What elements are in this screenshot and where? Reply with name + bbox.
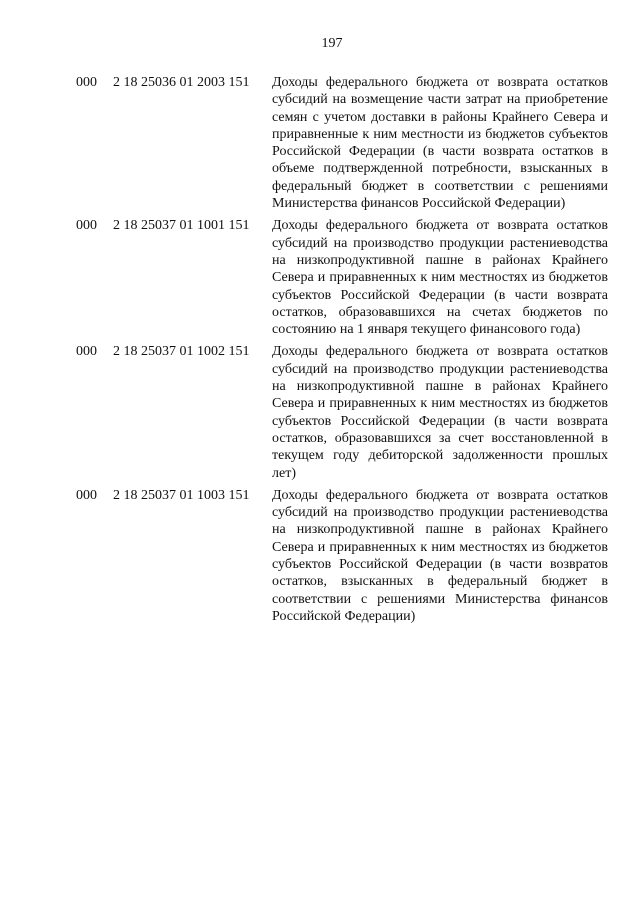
table-row	[76, 343, 610, 481]
table-row	[76, 74, 610, 212]
budget-classification-code: 2 18 25036 01 2003 151	[113, 75, 250, 90]
budget-classification-code: 2 18 25037 01 1003 151	[113, 487, 250, 503]
budget-code-table	[76, 74, 610, 630]
budget-classification-code: 2 18 25037 01 1002 151	[113, 344, 250, 360]
income-description: Доходы федерального бюджета от возврата остатков субсидий на производство продукции растениеводства на низкопродуктивной пашне в районах Крайнего Севера и приравненных к ним местностях из бюджетов субъектов Российской Федерации (в части возврата остатков, образовавшихся на счетах бюджетов по состоянию на 1 января текущего финансового года)	[272, 218, 608, 338]
budget-classification-code: 2 18 25037 01 1001 151	[113, 218, 250, 234]
table-row	[76, 487, 610, 625]
administrator-code: 000	[76, 218, 97, 234]
income-description: Доходы федерального бюджета от возврата остатков субсидий на возмещение части затрат на приобретение семян с учетом доставки в районы Крайнего Севера и приравненные к ним местности из бюджетов субъектов Российской Федерации (в части возврата остатков в объеме подтвержденной потребности, взысканных в федеральный бюджет в соответствии с решениями Министерства финансов Российской Федерации)	[272, 75, 608, 212]
page-number: 197	[321, 36, 343, 51]
income-description: Доходы федерального бюджета от возврата остатков субсидий на производство продукции растениеводства на низкопродуктивной пашне в районах Крайнего Севера и приравненных к ним местностях из бюджетов субъектов Российской Федерации (в части возврата остатков, образовавшихся за счет восстановленной в текущем году дебиторской задолженности прошлых лет)	[272, 344, 608, 481]
administrator-code: 000	[76, 75, 97, 90]
income-description: Доходы федерального бюджета от возврата остатков субсидий на производство продукции растениеводства на низкопродуктивной пашне в районах Крайнего Севера и приравненных к ним местностях из бюджетов субъектов Российской Федерации (в части возвратов остатков, взысканных в федеральный бюджет в соответствии с решениями Министерства финансов Российской Федерации)	[272, 487, 608, 624]
administrator-code: 000	[76, 344, 97, 360]
table-row	[76, 217, 610, 338]
administrator-code: 000	[76, 487, 97, 503]
